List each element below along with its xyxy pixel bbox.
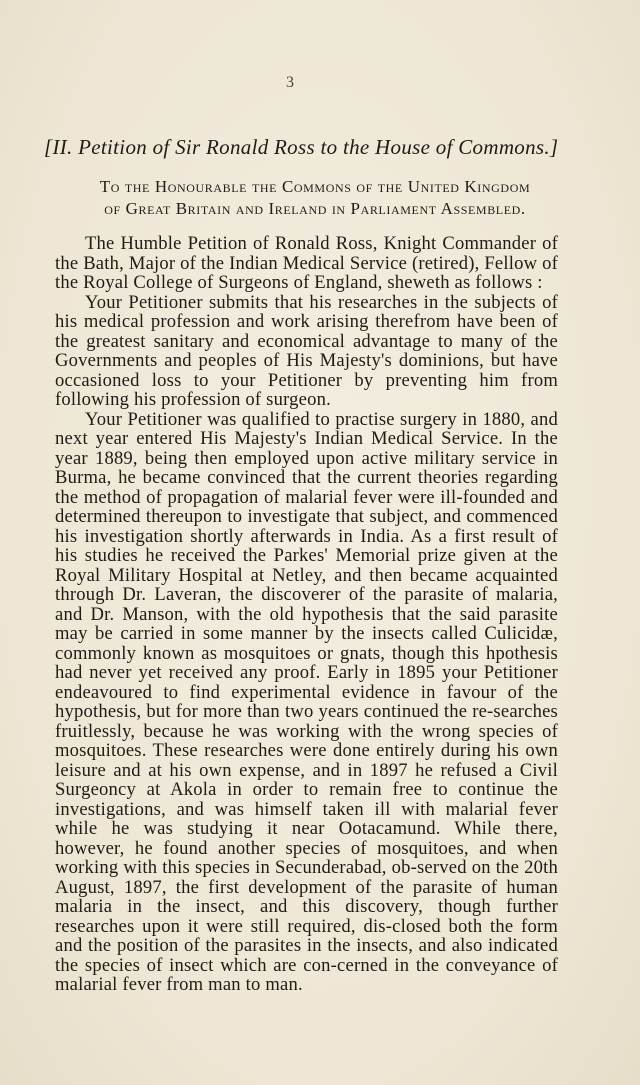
page-number: 3 bbox=[286, 74, 294, 91]
address-block bbox=[55, 176, 575, 220]
address-line-1: To the Honourable the Commons of the United Kingdom bbox=[99, 177, 531, 196]
section-heading: [II. Petition of Sir Ronald Ross to the House of Commons.] bbox=[44, 135, 559, 159]
paragraph-submission: Your Petitioner submits that his researches in the subjects of his medical profession and work arising therefrom have been of the greatest sanitary and economical advantage to many of the Governments and peoples of His Majesty's dominions, but have occasioned loss to your Petitioner by preventing him from following his profession of surgeon. bbox=[55, 291, 558, 410]
paragraph-history: Your Petitioner was qualified to practise surgery in 1880, and next year entered His Majesty's Indian Medical Service. In the year 1889, being then employed upon active military service in Burma, he became convinced that the current theories regarding the method of propagation of malarial fever were ill-founded and determined thereupon to investigate that subject, and commenced his investigation shortly afterwards in India. As a first result of his studies he received the Parkes' Memorial prize given at the Royal Military Hospital at Netley, and then became acquainted through Dr. Laveran, the discoverer of the parasite of malaria, and Dr. Manson, with the old hypothesis that the said parasite may be carried in some manner by the insects called Culicidæ, commonly known as mosquitoes or gnats, though this hpothesis had never yet received any proof. Early in 1895 your Petitioner endeavoured to find experimental evidence in favour of the hypothesis, but for more than two years continued the re-searches fruitlessly, because he was working with the wrong species of mosquitoes. These researches were done entirely during his own leisure and at his own expense, and in 1897 he refused a Civil Surgeoncy at Akola in order to remain free to continue the investigations, and was himself taken ill with malarial fever while he was studying it near Ootacamund. While there, however, he found another species of mosquitoes, and when working with this species in Secunderabad, ob-served on the 20th August, 1897, the first development of the parasite of human malaria in the insect, and this discovery, though further researches upon it were still required, dis-closed both the form and the position of the parasites in the insects, and also indicated the species of insect which are con-cerned in the conveyance of malarial fever from man to man. bbox=[55, 408, 558, 995]
address-line-2: of Great Britain and Ireland in Parliament Assembled. bbox=[104, 199, 526, 218]
petition-body bbox=[55, 234, 558, 995]
paragraph-intro: The Humble Petition of Ronald Ross, Knight Commander of the Bath, Major of the Indian Medical Service (retired), Fellow of the Royal College of Surgeons of England, sheweth as follows : bbox=[55, 233, 558, 293]
